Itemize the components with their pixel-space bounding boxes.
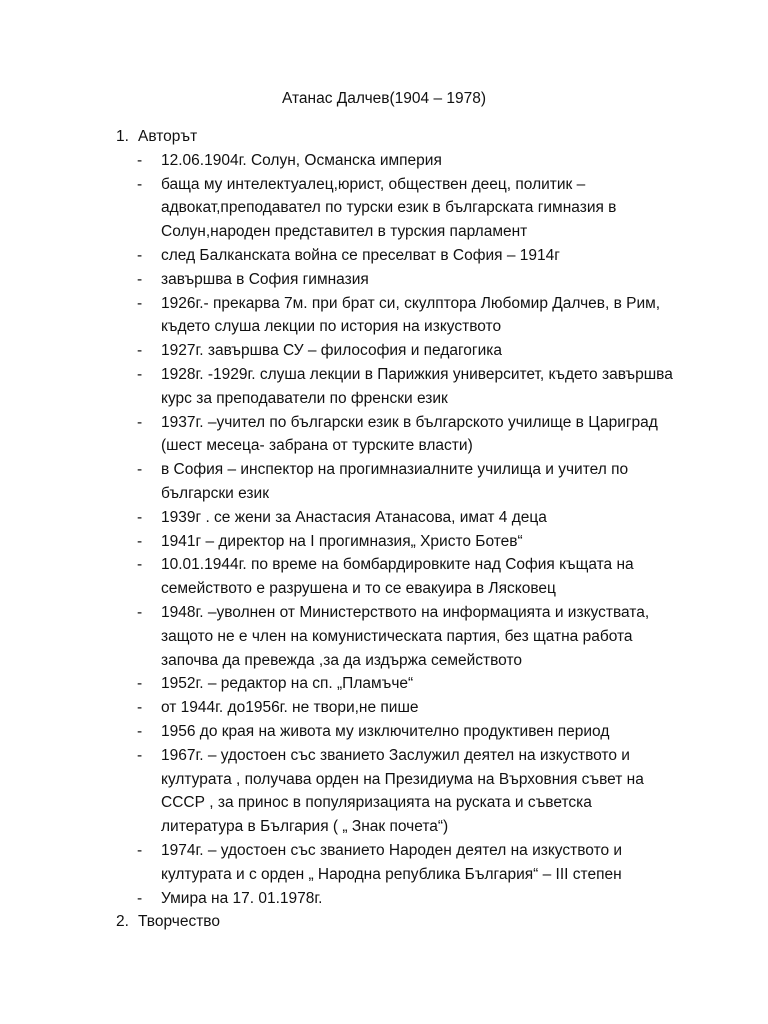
list-item-text: 1952г. – редактор на сп. „Пламъче“	[161, 675, 414, 693]
list-item	[0, 720, 768, 744]
list-item	[0, 268, 768, 292]
bullet-list	[0, 149, 768, 911]
bullet-dash: -	[137, 603, 143, 621]
bullet-dash: -	[137, 746, 143, 764]
bullet-dash: -	[137, 722, 143, 740]
list-item	[0, 506, 768, 530]
list-item-text: 1941г – директор на I прогимназия„ Христо Ботев“	[161, 532, 523, 550]
section-title: Творчество	[138, 913, 220, 930]
section-number: 1.	[116, 128, 129, 145]
list-item	[0, 458, 768, 506]
section-number: 2.	[116, 913, 129, 930]
bullet-dash: -	[137, 532, 143, 550]
list-item-text: 10.01.1944г. по време на бомбардировките над София къщата на семейството е разрушена и то се евакуира в Лясковец	[161, 556, 634, 598]
list-item	[0, 601, 768, 672]
list-item-text: Умира на 17. 01.1978г.	[161, 889, 323, 907]
list-item	[0, 553, 768, 601]
list-item-text: 1937г. –учител по български език в българското училище в Цариград (шест месеца- забрана от турските власти)	[161, 413, 658, 455]
bullet-dash: -	[137, 342, 143, 360]
list-item	[0, 839, 768, 887]
list-item-text: 1939г . се жени за Анастасия Атанасова, имат 4 деца	[161, 508, 547, 526]
list-item	[0, 363, 768, 411]
list-item	[0, 672, 768, 696]
bullet-dash: -	[137, 889, 143, 907]
bullet-dash: -	[137, 461, 143, 479]
bullet-dash: -	[137, 699, 143, 717]
list-item	[0, 887, 768, 911]
list-item	[0, 744, 768, 839]
list-item	[0, 244, 768, 268]
document-title: Атанас Далчев(1904 – 1978)	[281, 90, 487, 107]
bullet-dash: -	[137, 175, 143, 193]
list-item-text: 1927г. завършва СУ – философия и педагогика	[161, 342, 502, 360]
list-item-text: в София – инспектор на прогимназиалните училища и учител по български език	[161, 461, 629, 502]
list-item-text: 1926г.- прекарва 7м. при брат си, скулптора Любомир Далчев, в Рим, където слуша лекции по история на изкуството	[161, 294, 661, 336]
list-item-text: след Балканската война се преселват в София – 1914г	[161, 246, 560, 264]
section-title: Авторът	[138, 128, 198, 145]
bullet-dash: -	[137, 151, 143, 169]
bullet-dash: -	[137, 246, 143, 264]
list-item-text: 1956 до края на живота му изключително продуктивен период	[161, 722, 610, 740]
bullet-dash: -	[137, 294, 143, 312]
list-item	[0, 411, 768, 459]
list-item-text: завършва в София гимназия	[161, 270, 369, 288]
bullet-dash: -	[137, 675, 143, 693]
bullet-dash: -	[137, 270, 143, 288]
list-item-text: 1967г. – удостоен със званието Заслужил деятел на изкуството и културата , получава орден на Президиума на Върховния съвет на СССР , за принос в популяризацията на руската и съветска литература в България ( „ Знак почета“)	[161, 746, 644, 836]
bullet-dash: -	[137, 508, 143, 526]
list-item	[0, 530, 768, 554]
list-item	[0, 339, 768, 363]
list-item-text: 1928г. -1929г. слуша лекции в Парижкия университет, където завършва курс за преподаватели по френски език	[161, 365, 673, 407]
list-item-text: 1948г. –уволнен от Министерството на информацията и изкуствата, защото не е член на комунистическата партия, без щатна работа започва да превежда ,за да издържа семейството	[161, 603, 650, 669]
list-item-text: 12.06.1904г. Солун, Османска империя	[161, 151, 442, 169]
bullet-dash: -	[137, 413, 143, 431]
bullet-dash: -	[137, 556, 143, 574]
bullet-dash: -	[137, 365, 143, 383]
list-item-text: 1974г. – удостоен със званието Народен деятел на изкуството и културата и с орден „ Народна република България“ – III степен	[161, 841, 623, 883]
list-item	[0, 292, 768, 340]
list-item-text: баща му интелектуалец,юрист, обществен деец, политик – адвокат,преподавател по турски език в българската гимназия в Солун,народен представител в турския парламент	[161, 175, 617, 241]
list-item	[0, 173, 768, 244]
list-item-text: от 1944г. до1956г. не твори,не пише	[161, 699, 419, 717]
list-item	[0, 696, 768, 720]
list-item	[0, 149, 768, 173]
bullet-dash: -	[137, 841, 143, 859]
